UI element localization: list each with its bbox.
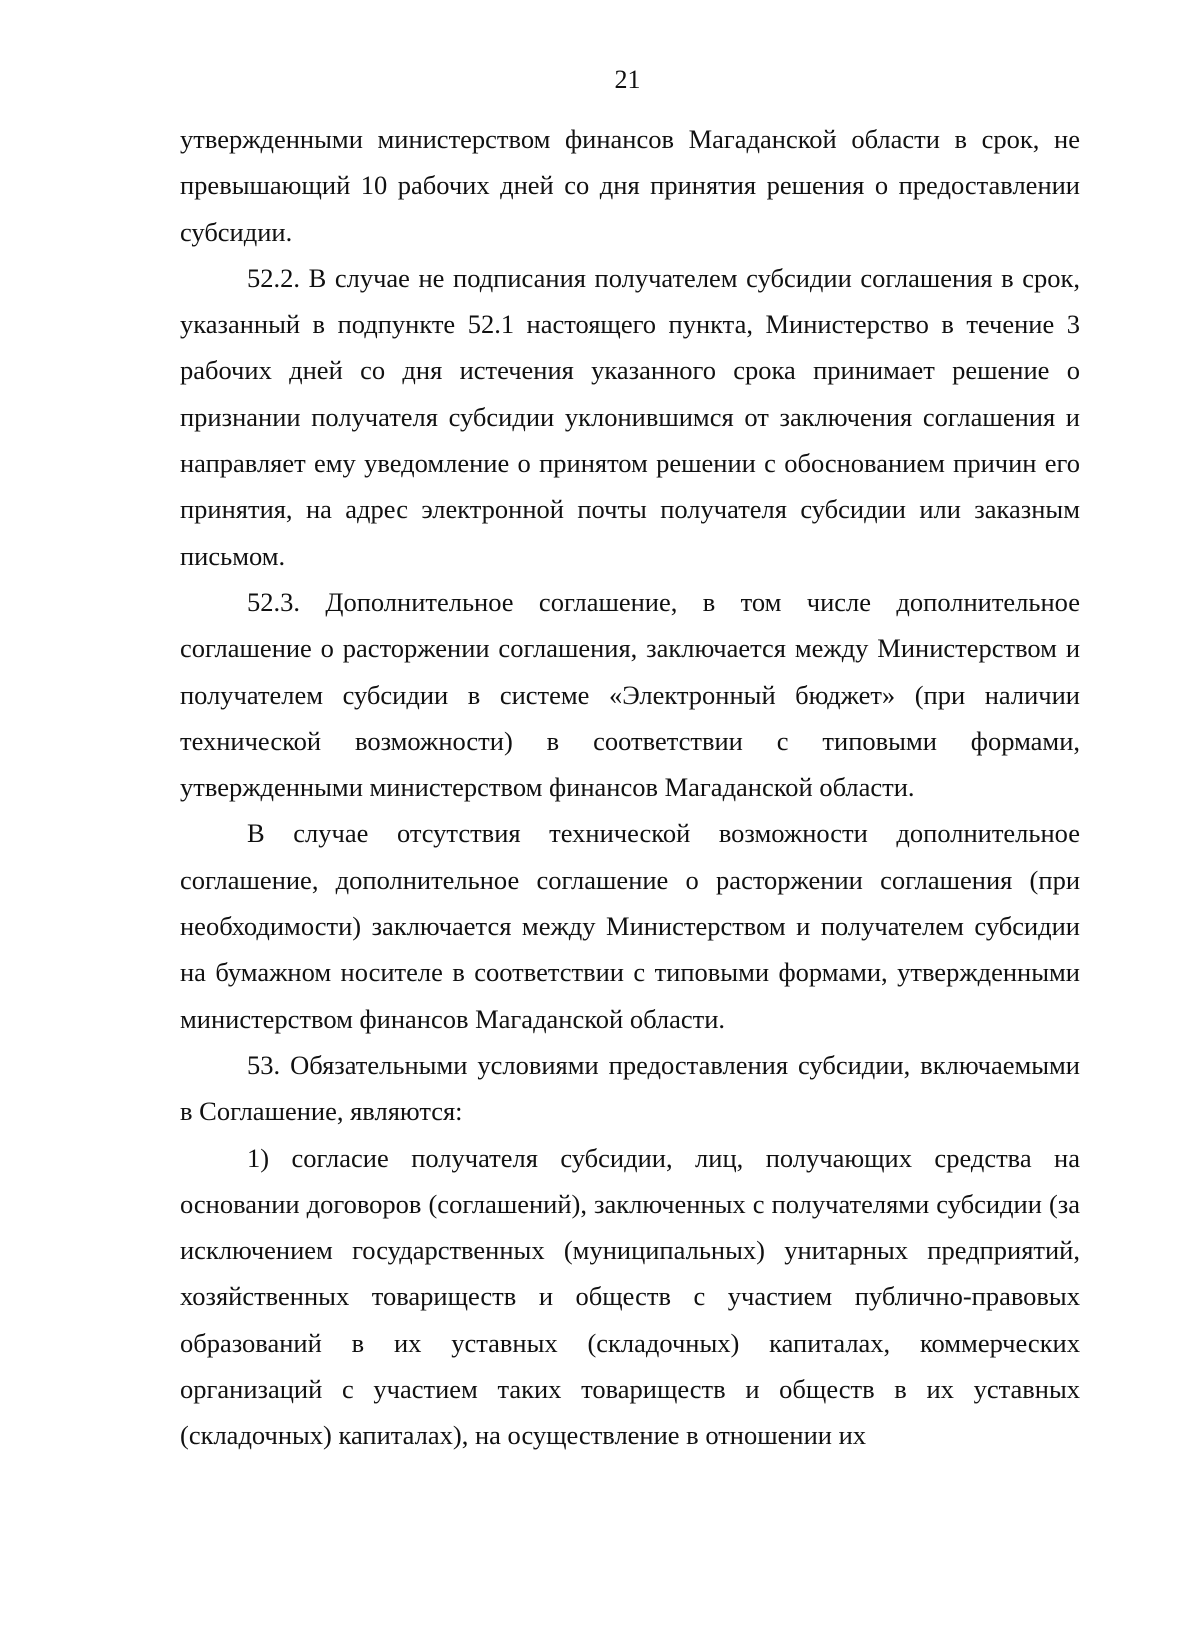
paragraph-no-technical-possibility: В случае отсутствия технической возможности дополнительное соглашение, дополнительное соглашение о расторжении соглашения (при необходимости) заключается между Министерством и получателем субсидии на бумажном носителе в соответствии с типовыми формами, утвержденными министерством финансов Магаданской области. bbox=[180, 818, 1080, 1034]
paragraph-52-3: 52.3. Дополнительное соглашение, в том числе дополнительное соглашение о расторжении соглашения, заключается между Министерством и получателем субсидии в системе «Электронный бюджет» (при наличии технической возможности) в соответствии с типовыми формами, утвержденными министерством финансов Магаданской области. bbox=[180, 586, 1080, 803]
paragraph-53-item-1: 1) согласие получателя субсидии, лиц, получающих средства на основании договоров (соглашений), заключенных с получателями субсидии (за исключением государственных (муниципальных) унитарных предприятий, хозяйственных товариществ и обществ с участием публично-правовых образований в их уставных (складочных) капиталах, коммерческих организаций с участием таких товариществ и обществ в их уставных (складочных) капиталах), на осуществление в отношении их bbox=[180, 1142, 1080, 1451]
paragraph-continuation: утвержденными министерством финансов Магаданской области в срок, не превышающий 10 рабочих дней со дня принятия решения о предоставлении субсидии. bbox=[180, 124, 1080, 247]
document-body bbox=[180, 116, 1080, 1459]
page-number: 21 bbox=[614, 65, 641, 94]
paragraph-53: 53. Обязательными условиями предоставления субсидии, включаемыми в Соглашение, являются: bbox=[180, 1049, 1080, 1127]
paragraph-52-2: 52.2. В случае не подписания получателем субсидии соглашения в срок, указанный в подпункте 52.1 настоящего пункта, Министерство в течение 3 рабочих дней со дня истечения указанного срока принимает решение о признании получателя субсидии уклонившимся от заключения соглашения и направляет ему уведомление о принятом решении с обоснованием причин его принятия, на адрес электронной почты получателя субсидии или заказным письмом. bbox=[180, 262, 1080, 571]
